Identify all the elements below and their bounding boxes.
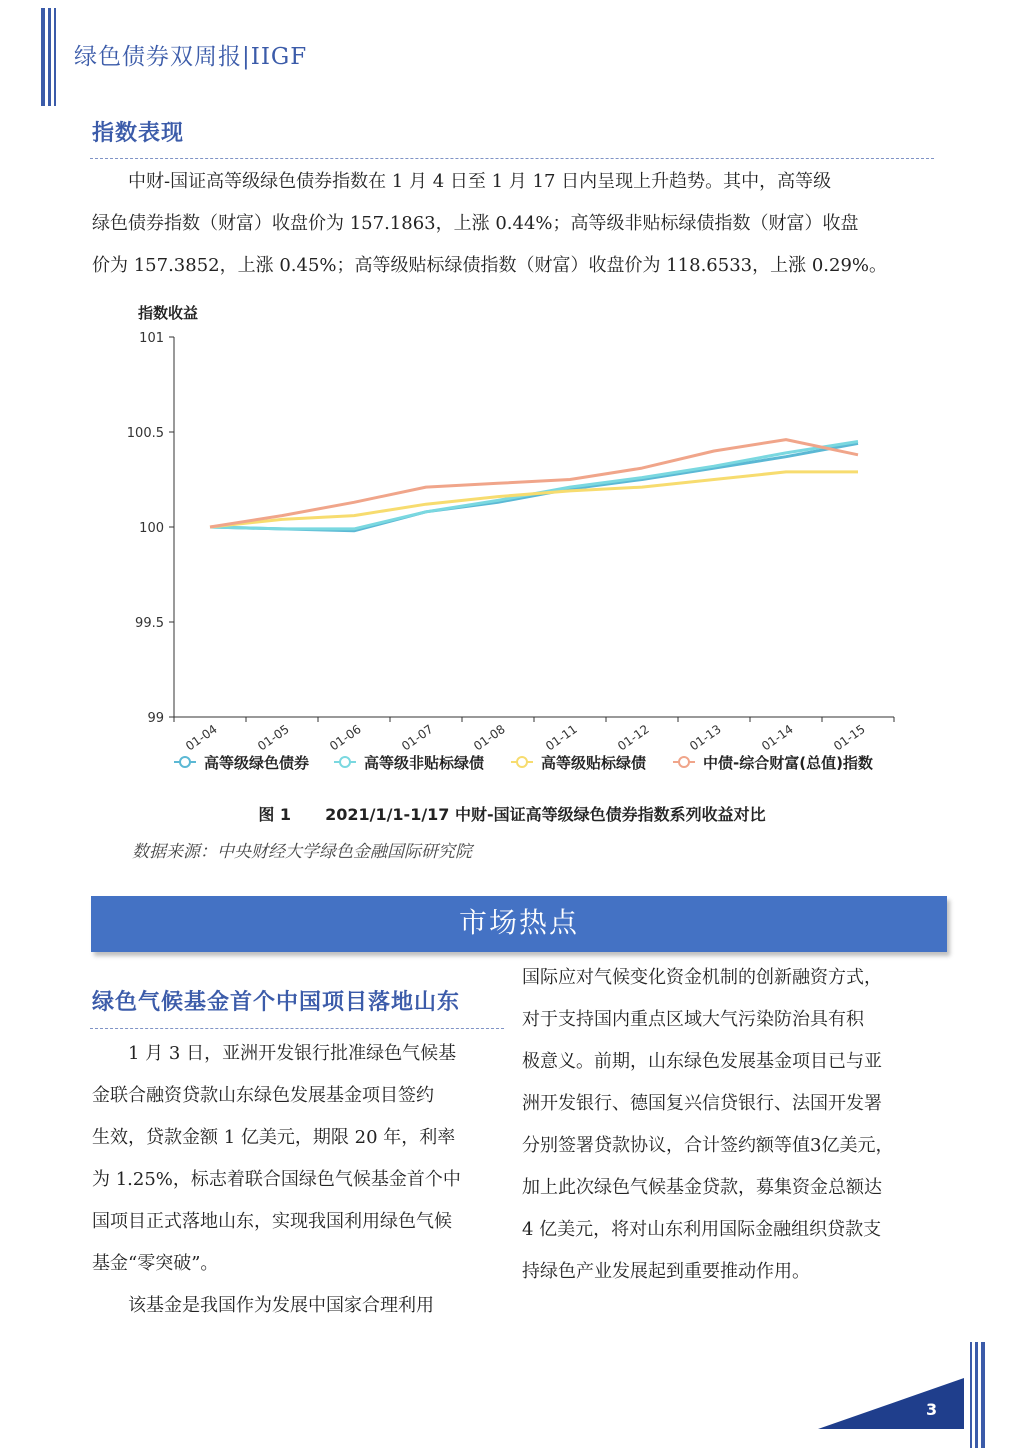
y-tick-label: 99.5 [135,616,164,631]
legend-label: 高等级非贴标绿债 [364,754,485,772]
article-left-line-6: 基金“零突破”。 [92,1253,219,1274]
figure-caption-text: 2021/1/1-1/17 中财-国证高等级绿色债券指数系列收益对比 [325,805,766,824]
article-left-line-4: 为 1.25%，标志着联合国绿色气候基金首个中 [92,1169,461,1190]
intro-paragraph [92,161,934,287]
article-right-line-6: 加上此次绿色气候基金贷款，募集资金总额达 [522,1177,882,1198]
article-right-line-7: 4 亿美元，将对山东利用国际金融组织贷款支 [522,1219,882,1240]
legend-label: 中债-综合财富(总值)指数 [703,754,873,772]
y-tick-label: 100 [139,521,164,536]
legend-label: 高等级贴标绿债 [541,754,647,772]
article-left-line-2: 金联合融资贷款山东绿色发展基金项目签约 [92,1085,434,1106]
data-source: 数据来源：中央财经大学绿色金融国际研究院 [132,842,472,862]
y-tick-label: 100.5 [126,426,164,441]
y-tick-label: 99 [147,711,164,726]
series-line-2 [210,442,858,529]
figure-caption [0,802,1024,825]
x-tick-label: 01-11 [543,721,580,754]
page-number: 3 [926,1400,938,1419]
chart-ylabel: 指数收益 [138,304,199,322]
x-tick-label: 01-12 [615,721,652,754]
article-left-line-7: 该基金是我国作为发展中国家合理利用 [128,1295,434,1316]
footer-bar-2 [975,1342,978,1448]
article-right-line-2: 对于支持国内重点区域大气污染防治具有积 [522,1009,864,1030]
article-right-line-3: 极意义。前期，山东绿色发展基金项目已与亚 [522,1051,882,1072]
article-right-line-5: 分别签署贷款协议，合计签约额等值3亿美元， [522,1135,894,1156]
article-title: 绿色气候基金首个中国项目落地山东 [92,990,461,1015]
x-tick-label: 01-13 [687,721,724,754]
chart-y-ticks [127,331,174,726]
header-bar-1 [41,8,45,106]
header-bar-3 [54,8,56,106]
legend-swatch-marker [180,757,190,767]
article-right-line-1: 国际应对气候变化资金机制的创新融资方式， [522,967,882,988]
article-right-line-4: 洲开发银行、德国复兴信贷银行、法国开发署 [522,1093,882,1114]
legend-swatch-marker [340,757,350,767]
x-tick-label: 01-07 [399,721,436,754]
chart-x-ticks [174,717,894,753]
article-left-column [92,1033,502,1327]
header-bar-2 [48,8,51,106]
y-tick-label: 101 [139,331,164,346]
article-title-divider [90,1028,504,1029]
x-tick-label: 01-08 [471,721,508,754]
x-tick-label: 01-15 [831,721,868,754]
article-right-line-8: 持绿色产业发展起到重要推动作用。 [522,1261,810,1282]
market-hotspot-banner: 市场热点 [91,896,947,952]
intro-line-2: 绿色债券指数（财富）收盘价为 157.1863，上涨 0.44%；高等级非贴标绿债指数（财富）收盘 [92,213,859,234]
header-title: 绿色债券双周报|IIGF [74,44,308,70]
x-tick-label: 01-04 [183,721,220,754]
chart-axes [174,337,894,717]
footer-triangle [0,1370,1024,1448]
x-tick-label: 01-06 [327,721,364,754]
figure-number: 图 1 [258,805,292,824]
intro-line-1: 中财-国证高等级绿色债券指数在 1 月 4 日至 1 月 17 日内呈现上升趋势。其中，高等级 [128,171,832,192]
article-left-line-3: 生效，贷款金额 1 亿美元，期限 20 年，利率 [92,1127,456,1148]
legend-swatch-marker [679,757,689,767]
chart-legend [174,754,873,772]
article-right-column [522,957,934,1293]
article-left-line-5: 国项目正式落地山东，实现我国利用绿色气候 [92,1211,452,1232]
legend-label: 高等级绿色债券 [204,754,310,772]
legend-swatch-marker [517,757,527,767]
section-title: 指数表现 [92,121,185,146]
footer-bar-1 [970,1342,972,1448]
footer-bar-3 [981,1342,985,1448]
x-tick-label: 01-14 [759,721,796,754]
section-divider [90,158,934,159]
index-return-chart [0,290,1024,790]
article-left-line-1: 1 月 3 日，亚洲开发银行批准绿色气候基 [128,1043,457,1064]
chart-series-lines [210,440,858,531]
x-tick-label: 01-05 [255,721,292,754]
series-line-4 [210,440,858,527]
intro-line-3: 价为 157.3852，上涨 0.45%；高等级贴标绿债指数（财富）收盘价为 118.6533，上涨 0.29%。 [92,255,888,276]
